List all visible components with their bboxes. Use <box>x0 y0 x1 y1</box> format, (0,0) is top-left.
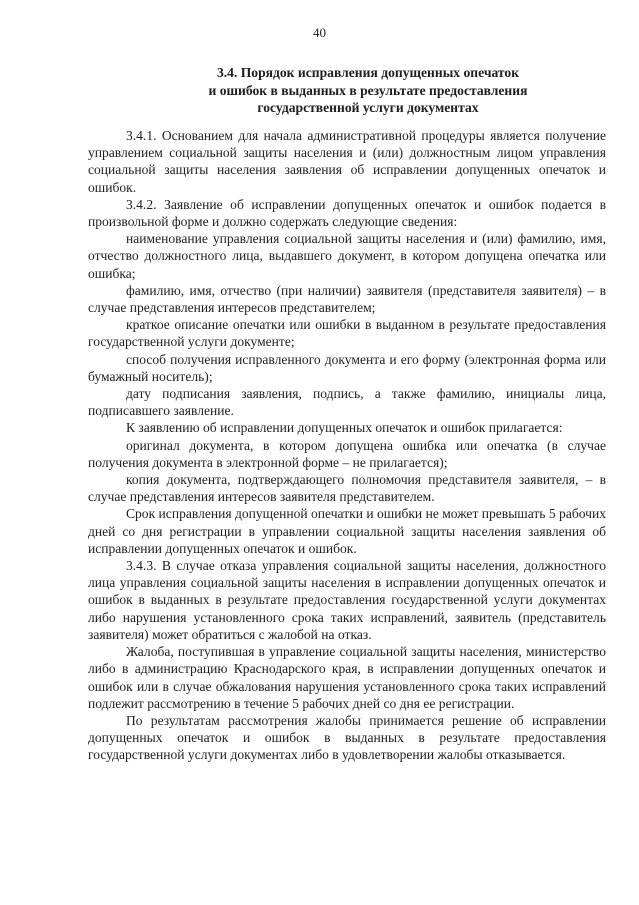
paragraph: По результатам рассмотрения жалобы принимается решение об исправлении допущенных опечаток и ошибок в выданных в результате предоставления государственной услуги документах либо в удовлетворении жалобы отказывается. <box>88 712 606 763</box>
paragraph: оригинал документа, в котором допущена ошибка или опечатка (в случае получения документа в электронной форме – не прилагается); <box>88 437 606 470</box>
heading-line: и ошибок в выданных в результате предоставления <box>208 82 528 98</box>
document-body <box>88 127 606 764</box>
page-number: 40 <box>313 25 326 40</box>
paragraph: копия документа, подтверждающего полномочия представителя заявителя, – в случае представления интересов заявителя представителем. <box>88 472 606 505</box>
paragraph: способ получения исправленного документа и его форму (электронная форма или бумажный носитель); <box>88 351 606 384</box>
heading-line: 3.4. Порядок исправления допущенных опечаток <box>216 65 520 80</box>
paragraph: наименование управления социальной защиты населения и (или) фамилию, имя, отчество должностного лица, выдавшего документ, в котором допущена опечатка или ошибка; <box>88 231 606 281</box>
paragraph: 3.4.1. Основанием для начала административной процедуры является получение управлением социальной защиты населения и (или) должностным лицом управления социальной защиты населения заявления об исправлении допущенных опечаток и ошибок. <box>88 128 606 195</box>
paragraph: дату подписания заявления, подпись, а также фамилию, инициалы лица, подписавшего заявление. <box>88 386 606 419</box>
paragraph: К заявлению об исправлении допущенных опечаток и ошибок прилагается: <box>126 420 563 436</box>
paragraph: 3.4.2. Заявление об исправлении допущенных опечаток и ошибок подается в произвольной форме и должно содержать следующие сведения: <box>88 196 606 230</box>
paragraph: Жалоба, поступившая в управление социальной защиты населения, министерство либо в администрацию Краснодарского края, в исправлении допущенных опечаток и ошибок или в случае обжалования нарушения установленного срока таких исправлений подлежит рассмотрению в течение 5 рабочих дней со дня ее регистрации. <box>88 644 606 711</box>
paragraph: краткое описание опечатки или ошибки в выданном в результате предоставления государственной услуги документе; <box>88 317 606 350</box>
paragraph: фамилию, имя, отчество (при наличии) заявителя (представителя заявителя) – в случае представления интересов представителем; <box>88 282 606 316</box>
section-heading <box>88 64 639 117</box>
heading-line: государственной услуги документах <box>257 100 479 115</box>
paragraph: Срок исправления допущенной опечатки и ошибки не может превышать 5 рабочих дней со дня регистрации в управлении социальной защиты населения заявления об исправлении допущенных опечаток и ошибок. <box>88 506 606 556</box>
paragraph: 3.4.3. В случае отказа управления социальной защиты населения, должностного лица управления социальной защиты населения в исправлении допущенных опечаток и ошибок в выданных в результате предоставления государственной услуги документах либо нарушения установленного срока таких исправлений, заявитель (представитель заявителя) может обратиться с жалобой на отказ. <box>88 558 606 642</box>
